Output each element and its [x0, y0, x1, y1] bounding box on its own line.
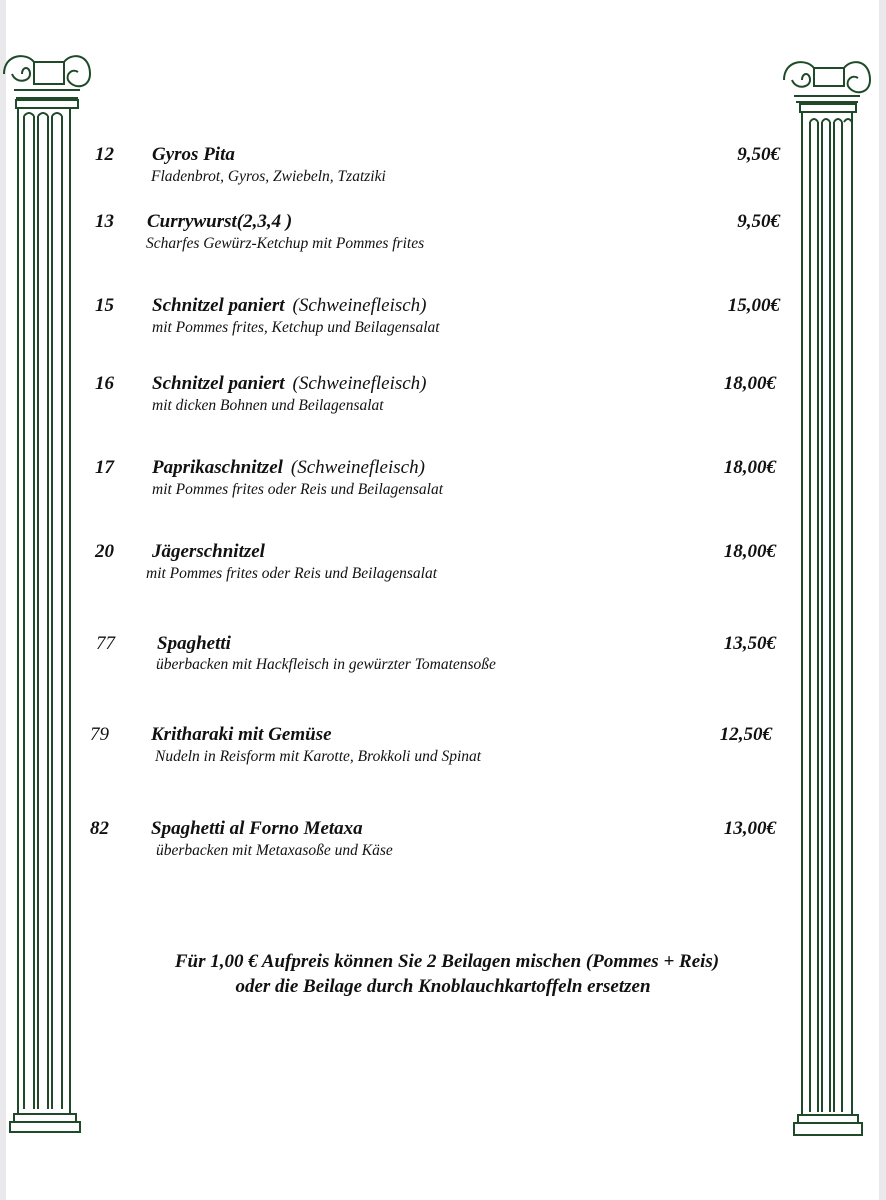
item-name-text: Currywurst(2,3,4 ): [147, 211, 293, 232]
item-name-text: Paprikaschnitzel: [152, 457, 283, 478]
item-description: überbacken mit Hackfleisch in gewürzter Tomatensoße: [156, 656, 496, 673]
item-name: [152, 373, 427, 395]
item-number: 20: [95, 541, 114, 562]
item-name-text: Gyros Pita: [152, 144, 235, 165]
item-price: 15,00€: [727, 295, 780, 316]
item-number: 12: [95, 144, 114, 165]
item-price: 18,00€: [723, 373, 776, 394]
side-dish-note: [0, 949, 886, 999]
item-name-text: Schnitzel paniert: [152, 373, 285, 394]
item-name-text: Jägerschnitzel: [152, 541, 265, 562]
item-price: 13,50€: [723, 633, 776, 654]
item-name: [151, 818, 363, 840]
item-price: 9,50€: [737, 144, 780, 165]
item-note: (Schweinefleisch): [292, 373, 427, 394]
item-name: [151, 724, 332, 746]
item-number: 17: [95, 457, 114, 478]
item-name: [147, 211, 292, 233]
item-name: [152, 457, 425, 479]
item-description: Fladenbrot, Gyros, Zwiebeln, Tzatziki: [151, 168, 386, 185]
item-price: 12,50€: [719, 724, 772, 745]
item-name-text: Spaghetti al Forno Metaxa: [151, 818, 363, 839]
side-dish-note-line2: oder die Beilage durch Knoblauchkartoffeln ersetzen: [235, 976, 651, 997]
item-price: 9,50€: [737, 211, 780, 232]
item-name: [152, 541, 265, 563]
menu-item: [0, 633, 886, 693]
item-description: mit Pommes frites oder Reis und Beilagensalat: [152, 481, 444, 498]
item-name-text: Spaghetti: [157, 633, 231, 654]
item-name-text: Schnitzel paniert: [152, 295, 285, 316]
item-description: Nudeln in Reisform mit Karotte, Brokkoli und Spinat: [155, 748, 482, 765]
item-price: 13,00€: [723, 818, 776, 839]
item-description: mit Pommes frites, Ketchup und Beilagensalat: [152, 319, 440, 336]
menu-item: [0, 541, 886, 601]
item-description: mit dicken Bohnen und Beilagensalat: [152, 397, 384, 414]
item-price: 18,00€: [723, 541, 776, 562]
item-name: [152, 295, 427, 317]
menu-item: [0, 144, 886, 204]
item-number: 82: [90, 818, 109, 839]
menu-item: [0, 724, 886, 784]
menu-item: [0, 373, 886, 433]
item-number: 15: [95, 295, 114, 316]
item-description: Scharfes Gewürz-Ketchup mit Pommes frites: [146, 235, 425, 252]
item-name-text: Kritharaki mit Gemüse: [151, 724, 332, 745]
item-number: 79: [90, 724, 109, 745]
item-description: überbacken mit Metaxasoße und Käse: [156, 842, 393, 859]
menu-item: [0, 295, 886, 355]
menu-item: [0, 211, 886, 271]
menu-item: [0, 457, 886, 517]
item-note: (Schweinefleisch): [292, 295, 427, 316]
side-dish-note-line1: Für 1,00 € Aufpreis können Sie 2 Beilagen mischen (Pommes + Reis): [174, 951, 720, 972]
item-number: 13: [95, 211, 114, 232]
item-name: [157, 633, 231, 655]
item-number: 16: [95, 373, 114, 394]
item-name: [152, 144, 235, 166]
item-note: (Schweinefleisch): [290, 457, 425, 478]
item-description: mit Pommes frites oder Reis und Beilagensalat: [146, 565, 438, 582]
item-number: 77: [96, 633, 115, 654]
menu-item: [0, 818, 886, 878]
item-price: 18,00€: [723, 457, 776, 478]
